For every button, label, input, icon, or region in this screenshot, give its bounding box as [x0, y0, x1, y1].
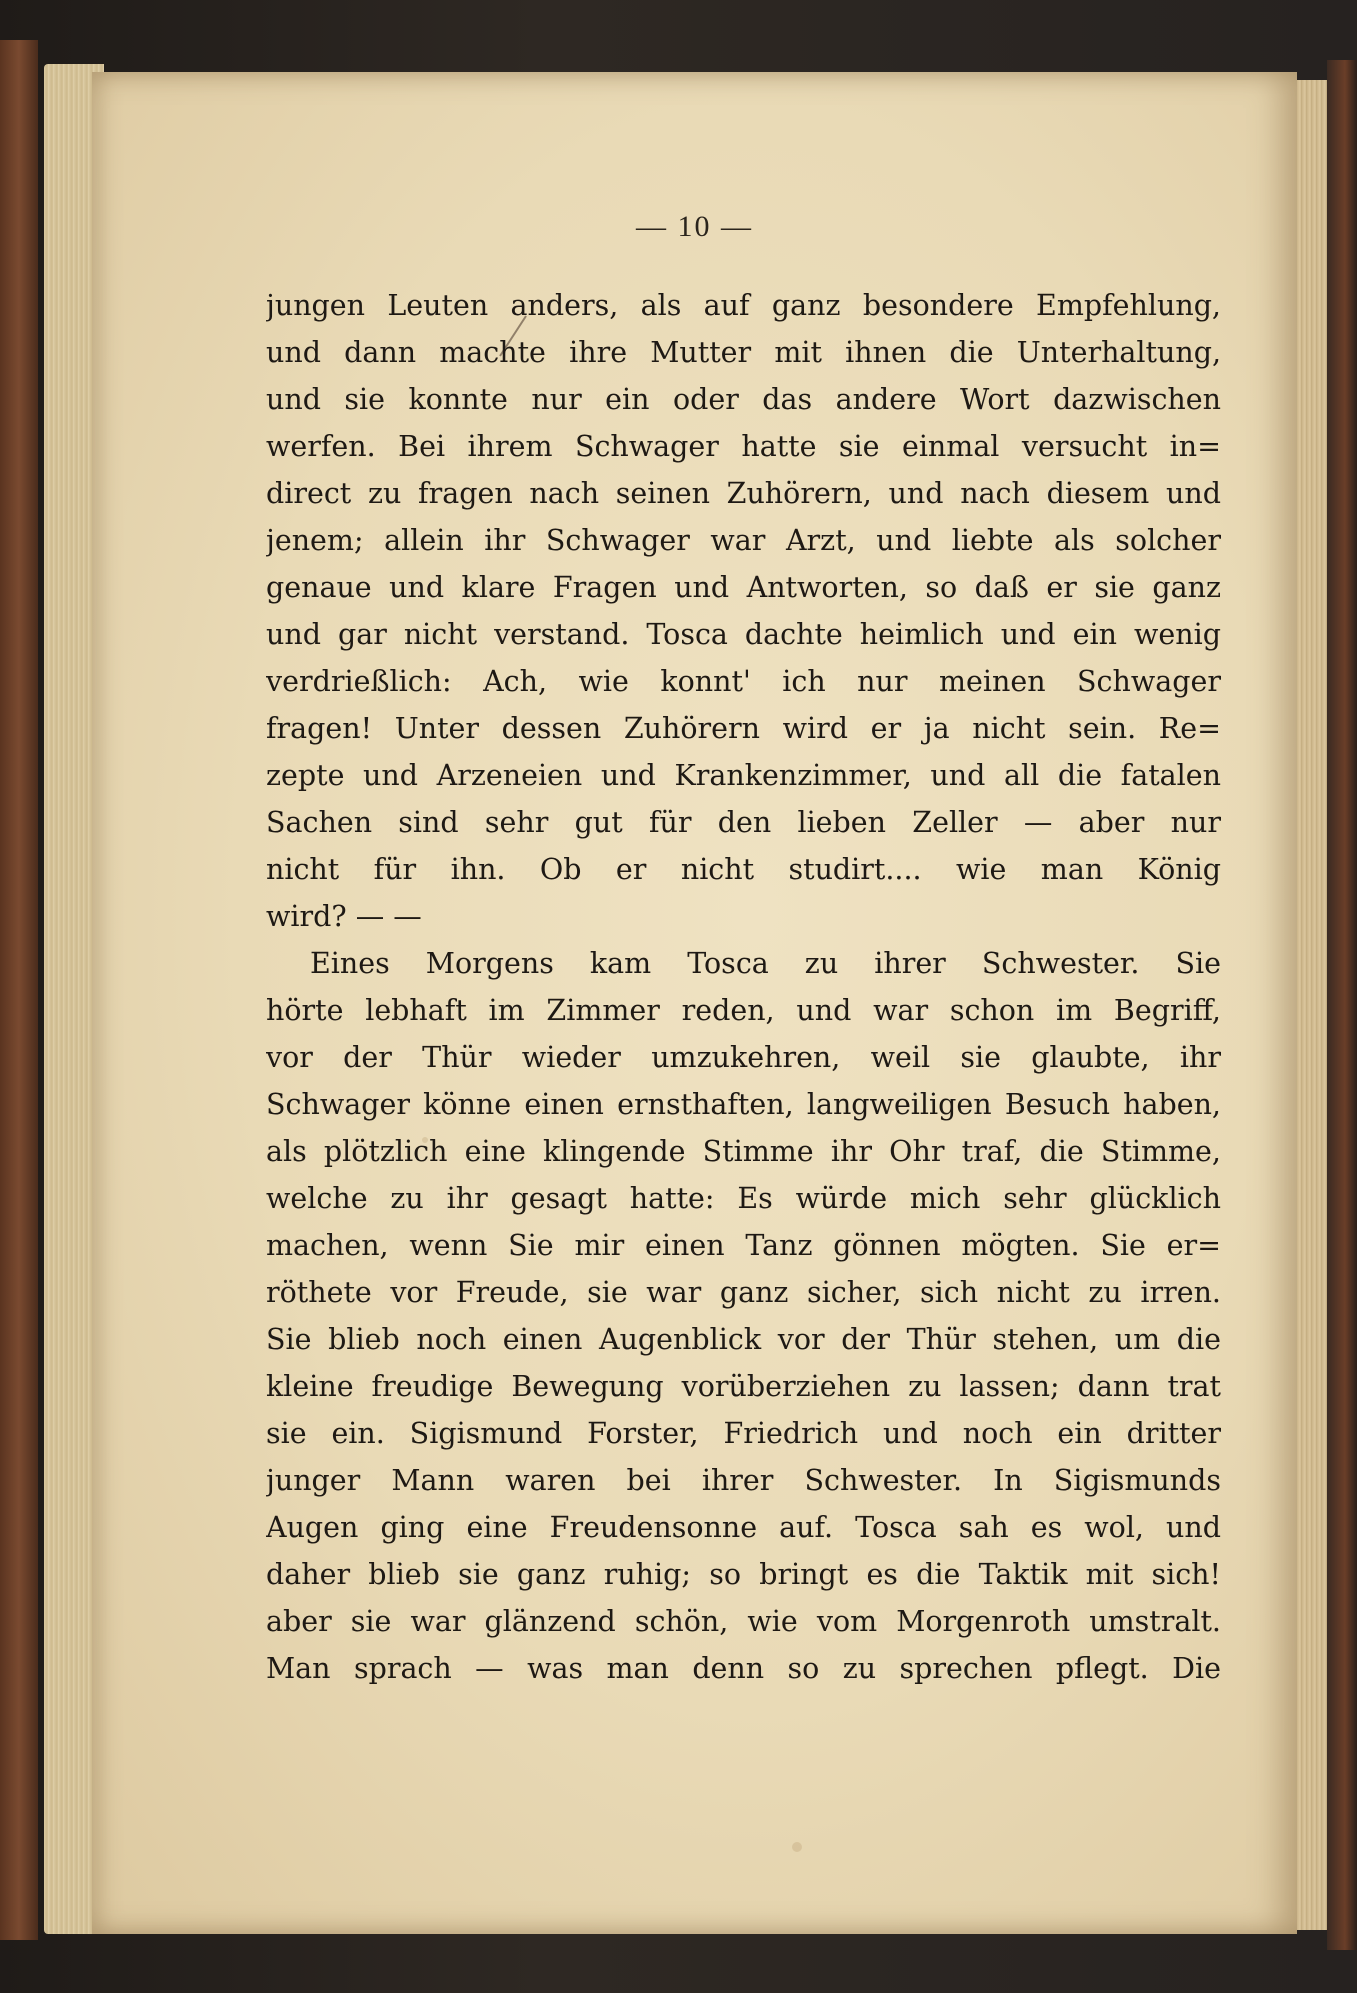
text-line: fragen! Unter dessen Zuhörern wird er ja nicht sein. Re=	[266, 712, 1221, 745]
text-line: welche zu ihr gesagt hatte: Es würde mich sehr glücklich	[266, 1182, 1221, 1215]
text-line: wird? — —	[266, 900, 422, 933]
text-line: junger Mann waren bei ihrer Schwester. In Sigismunds	[266, 1464, 1221, 1497]
text-line: Sachen sind sehr gut für den lieben Zeller — aber nur	[266, 806, 1221, 839]
text-line: Sie blieb noch einen Augenblick vor der Thür stehen, um die	[266, 1323, 1221, 1356]
text-line: Augen ging eine Freudensonne auf. Tosca sah es wol, und	[266, 1511, 1221, 1544]
text-line: sie ein. Sigismund Forster, Friedrich und noch ein dritter	[266, 1417, 1221, 1450]
text-line: Schwager könne einen ernsthaften, langweiligen Besuch haben,	[266, 1088, 1221, 1121]
text-line: und sie konnte nur ein oder das andere Wort dazwischen	[266, 383, 1221, 416]
text-line: verdrießlich: Ach, wie konnt' ich nur meinen Schwager	[266, 665, 1221, 698]
text-line: Eines Morgens kam Tosca zu ihrer Schwester. Sie	[310, 947, 1221, 980]
text-line: aber sie war glänzend schön, wie vom Morgenroth umstralt.	[266, 1605, 1221, 1638]
text-line: als plötzlich eine klingende Stimme ihr Ohr traf, die Stimme,	[266, 1135, 1221, 1168]
page-stack-right	[1297, 80, 1327, 1930]
body-text	[266, 282, 1221, 1692]
text-line: und gar nicht verstand. Tosca dachte heimlich und ein wenig	[266, 618, 1221, 651]
text-line: nicht für ihn. Ob er nicht studirt.... wie man König	[266, 853, 1221, 886]
book-page	[92, 72, 1297, 1934]
text-line: daher blieb sie ganz ruhig; so bringt es die Taktik mit sich!	[266, 1558, 1221, 1591]
text-line: jungen Leuten anders, als auf ganz besondere Empfehlung,	[266, 289, 1221, 322]
book-board-edge	[1327, 60, 1357, 1950]
text-line: kleine freudige Bewegung vorüberziehen zu lassen; dann trat	[266, 1370, 1221, 1403]
text-line: zepte und Arzeneien und Krankenzimmer, und all die fatalen	[266, 759, 1221, 792]
text-line: röthete vor Freude, sie war ganz sicher, sich nicht zu irren.	[266, 1276, 1221, 1309]
text-line: hörte lebhaft im Zimmer reden, und war schon im Begriff,	[266, 994, 1221, 1027]
text-line: vor der Thür wieder umzukehren, weil sie glaubte, ihr	[266, 1041, 1221, 1074]
text-line: genaue und klare Fragen und Antworten, so daß er sie ganz	[266, 571, 1221, 604]
text-line: direct zu fragen nach seinen Zuhörern, und nach diesem und	[266, 477, 1221, 510]
text-line: und dann machte ihre Mutter mit ihnen die Unterhaltung,	[266, 336, 1221, 369]
text-line: machen, wenn Sie mir einen Tanz gönnen mögten. Sie er=	[266, 1229, 1221, 1262]
text-line: Man sprach — was man denn so zu sprechen pflegt. Die	[266, 1652, 1221, 1685]
text-line: jenem; allein ihr Schwager war Arzt, und liebte als solcher	[266, 524, 1221, 557]
text-line: werfen. Bei ihrem Schwager hatte sie einmal versucht in=	[266, 430, 1221, 463]
book-spine-edge	[0, 40, 38, 1940]
page-number: — 10 —	[636, 210, 753, 243]
foxing-spot	[792, 1842, 802, 1852]
